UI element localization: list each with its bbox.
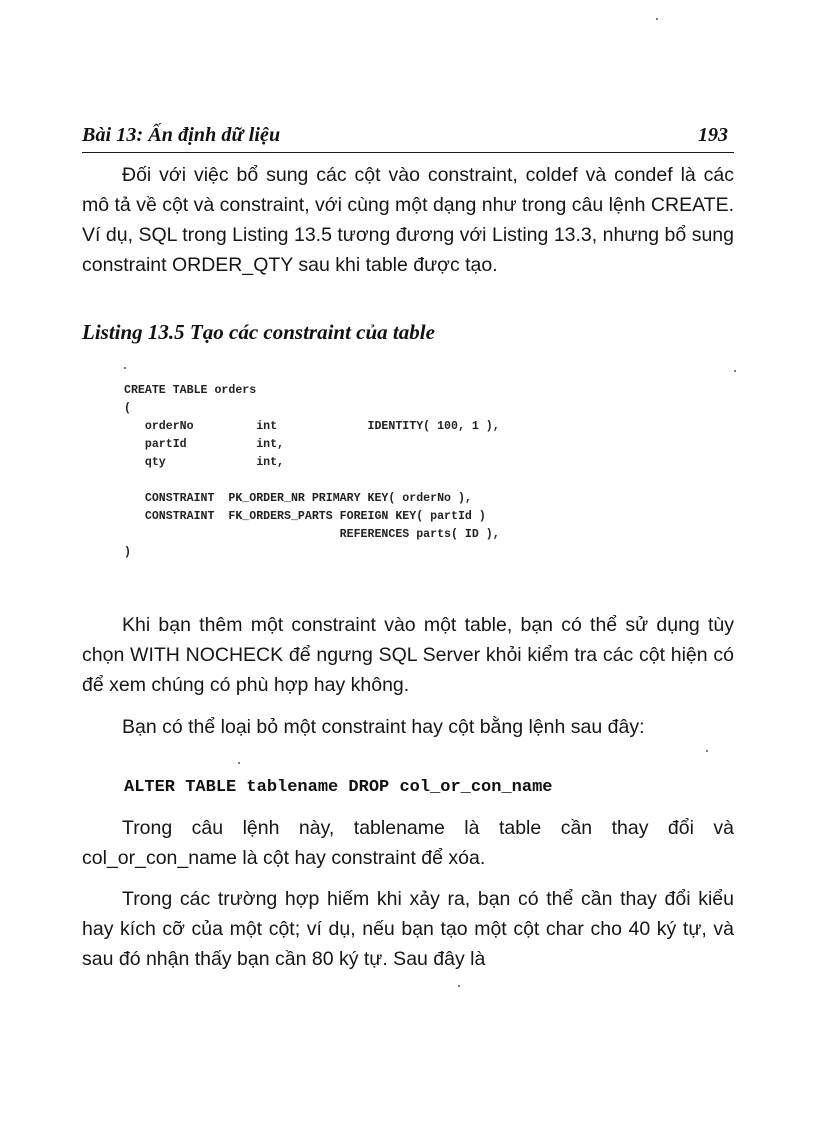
paragraph-constraint-intro: Đối với việc bổ sung các cột vào constraint, coldef và condef là các mô tả về cột và constraint, với cùng một dạng như trong câu lệnh CREATE. Ví dụ, SQL trong Listing 13.5 tương đương với Listing 13.3, nhưng bổ sung constraint ORDER_QTY sau khi table được tạo. xyxy=(82,164,734,276)
alter-table-syntax: ALTER TABLE tablename DROP col_or_con_name xyxy=(124,778,553,797)
scan-speck xyxy=(238,762,240,764)
scan-speck xyxy=(734,370,736,372)
chapter-title: Bài 13: Ấn định dữ liệu xyxy=(82,124,281,146)
listing-caption: Listing 13.5 Tạo các constraint của table xyxy=(82,320,435,344)
scan-speck xyxy=(458,985,460,987)
code-listing: CREATE TABLE orders ( orderNo int IDENTITY( 100, 1 ), partId int, qty int, CONSTRAINT PK_ORDER_NR PRIMARY KEY( orderNo ), CONSTRAINT FK_ORDERS_PARTS FOREIGN KEY( partId ) REFERENCES parts( ID ), ) xyxy=(124,384,500,559)
book-page xyxy=(82,0,734,1123)
page-number: 193 xyxy=(698,124,728,146)
paragraph-change-column-type: Trong các trường hợp hiếm khi xảy ra, bạn có thể cần thay đổi kiểu hay kích cỡ của một cột; ví dụ, nếu bạn tạo một cột char cho 40 ký tự, và sau đó nhận thấy bạn cần 80 ký tự. Sau đây là xyxy=(82,888,734,970)
scan-speck xyxy=(706,750,708,752)
paragraph-with-nocheck: Khi bạn thêm một constraint vào một table, bạn có thể sử dụng tùy chọn WITH NOCHECK để ngưng SQL Server khỏi kiểm tra các cột hiện có để xem chúng có phù hợp hay không. xyxy=(82,614,734,696)
paragraph-drop-intro: Bạn có thể loại bỏ một constraint hay cột bằng lệnh sau đây: xyxy=(122,716,645,738)
scan-speck xyxy=(124,367,126,369)
scan-speck xyxy=(656,18,658,20)
paragraph-syntax-explanation: Trong câu lệnh này, tablename là table cần thay đổi và col_or_con_name là cột hay constraint để xóa. xyxy=(82,817,734,869)
running-header xyxy=(82,120,734,153)
